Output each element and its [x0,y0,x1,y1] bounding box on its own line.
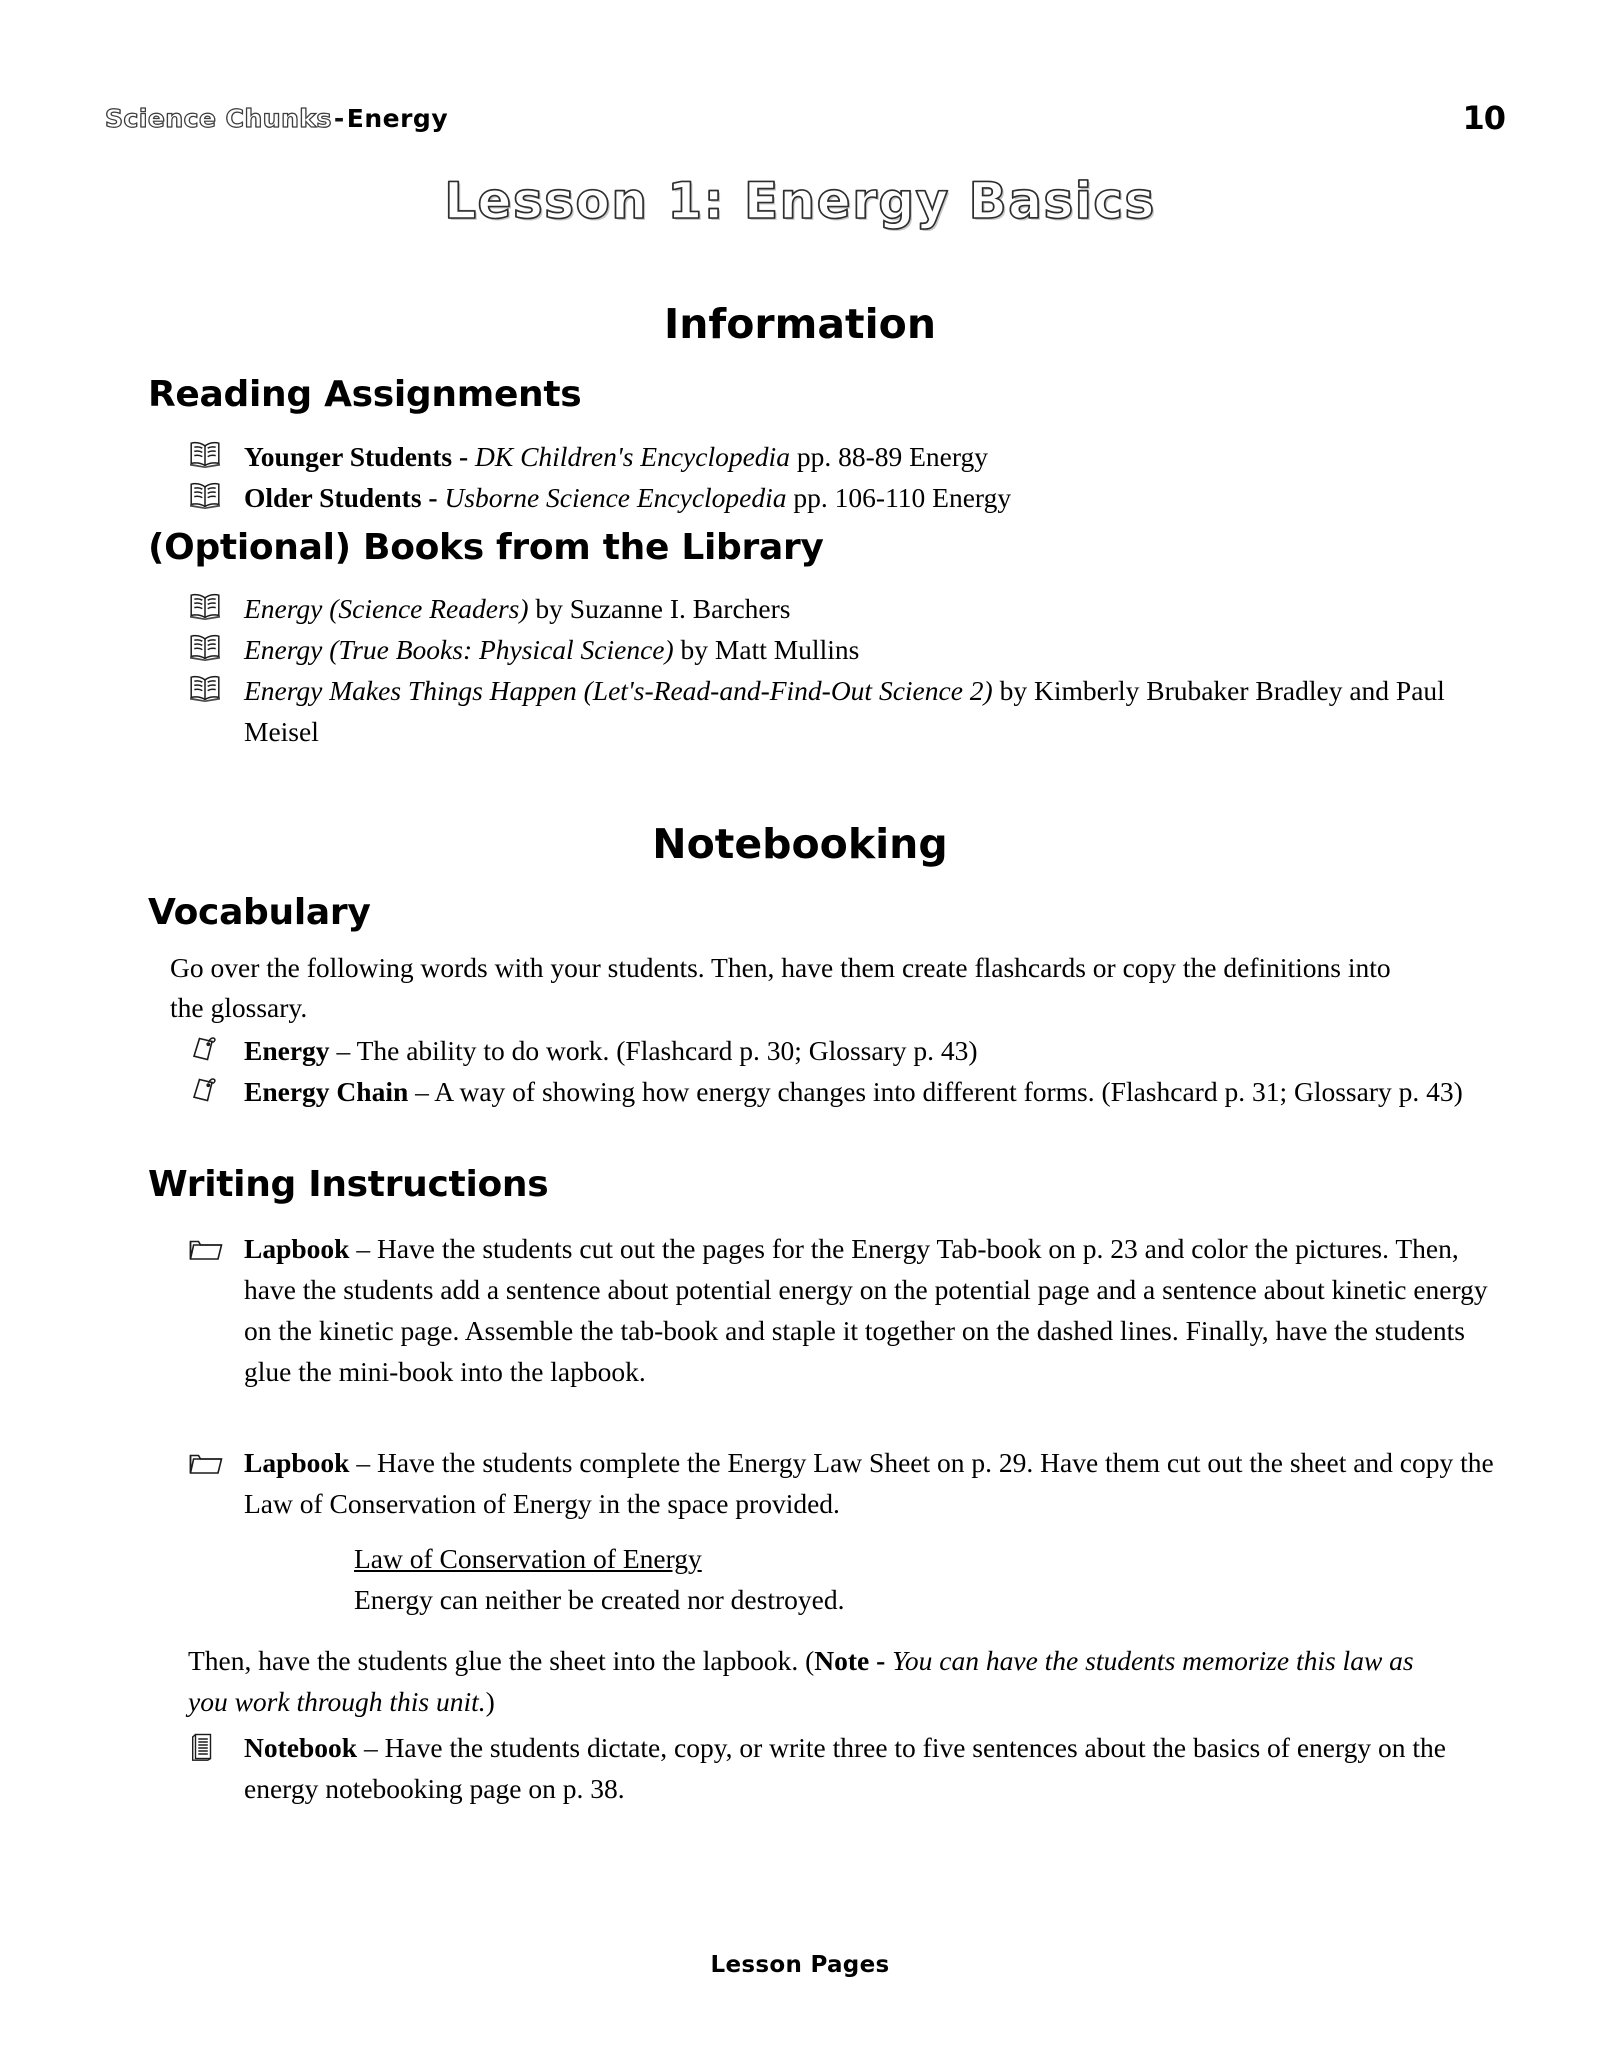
list-item-title: Energy Makes Things Happen (Let's-Read-and-Find-Out Science 2) [244,675,993,706]
list-item-title: DK Children's Encyclopedia [475,441,790,472]
list-item-title: Usborne Science Encyclopedia [444,482,787,513]
page-number: 10 [1462,99,1505,137]
list-item [188,1071,1478,1112]
vocabulary-term: Energy Chain [244,1076,409,1107]
running-head [105,99,1505,144]
vocabulary-definition: – A way of showing how energy changes into different forms. (Flashcard p. 31; Glossary p. 43) [408,1076,1463,1107]
instruction-lead: Notebook [244,1732,358,1763]
optional-books-list [188,588,1478,752]
law-block [354,1538,1494,1620]
list-item [188,477,1478,518]
unit-topic: Energy [346,104,449,133]
instruction-text: – Have the students dictate, copy, or write three to five sentences about the basics of energy on the energy notebooking page on p. 38. [244,1732,1447,1804]
vocabulary-term: Energy [244,1035,330,1066]
open-book-icon [188,633,222,663]
vocabulary-intro: Go over the following words with your students. Then, have them create flashcards or copy the definitions into the glossary. [170,952,1391,1023]
notebook-icon [188,1732,224,1762]
list-item [188,670,1478,752]
folder-icon [188,1447,224,1477]
subsection-heading-optional-books: (Optional) Books from the Library [148,527,824,568]
running-head-left [105,104,448,133]
reading-assignments-list [188,436,1478,518]
writing-instruction-item [188,1442,1494,1722]
list-item-tail: pp. 106-110 Energy [786,482,1012,513]
law-title: Law of Conservation of Energy [354,1543,702,1574]
subsection-heading-reading-assignments: Reading Assignments [148,374,582,415]
list-item [188,629,1478,670]
instruction-text: – Have the students cut out the pages for the Energy Tab-book on p. 23 and color the pictures. Then, have the students add a sentence about potential energy on the potential page and a sentence about kinetic energy on the kinetic page. Assemble the tab-book and staple it together on the dashed lines. Finally, have the students glue the mini-book into the lapbook. [244,1233,1488,1387]
writing-instruction-item [188,1228,1494,1392]
list-item-lead: Older Students - [244,482,445,513]
list-item-title: Energy (Science Readers) [244,593,529,624]
instruction-lead: Lapbook [244,1447,350,1478]
page-title: Lesson 1: Energy Basics [444,172,1156,230]
note-label: Note [814,1645,870,1676]
page-footer: Lesson Pages [710,1952,890,1978]
vocabulary-definition: – The ability to do work. (Flashcard p. 30; Glossary p. 43) [329,1035,978,1066]
note-dash: - [869,1645,893,1676]
instruction-note [188,1640,1438,1722]
list-item-lead: Younger Students - [244,441,475,472]
open-book-icon [188,592,222,622]
list-item-tail: by Matt Mullins [673,634,860,665]
instruction-lead: Lapbook [244,1233,350,1264]
note-after: ) [485,1686,495,1717]
section-heading-notebooking: Notebooking [652,820,948,868]
list-item [188,1030,1478,1071]
section-heading-information: Information [663,300,937,348]
instruction-text: – Have the students complete the Energy Law Sheet on p. 29. Have them cut out the sheet and copy the Law of Conservation of Energy in the space provided. [244,1447,1494,1519]
subsection-heading-writing-instructions: Writing Instructions [148,1164,549,1205]
list-item-tail: pp. 88-89 Energy [789,441,989,472]
open-book-icon [188,674,222,704]
tag-icon [188,1075,222,1105]
tag-icon [188,1034,222,1064]
subsection-heading-vocabulary: Vocabulary [148,892,371,933]
brand-title: Science Chunks [105,104,332,133]
vocabulary-list [188,1030,1478,1112]
note-before: Then, have the students glue the sheet into the lapbook. ( [188,1645,815,1676]
open-book-icon [188,481,222,511]
law-statement: Energy can neither be created nor destroyed. [354,1584,845,1615]
writing-instruction-item [188,1727,1494,1809]
brand-separator: - [333,104,345,133]
open-book-icon [188,440,222,470]
list-item [188,588,1478,629]
list-item-title: Energy (True Books: Physical Science) [244,634,674,665]
list-item [188,436,1478,477]
list-item-tail: by Suzanne I. Barchers [528,593,791,624]
list-item-tail: by Kimberly Brubaker Bradley and Paul Meisel [244,675,1445,747]
note-italic: You can have the students memorize this law as you work through this unit. [188,1645,1414,1717]
folder-icon [188,1233,224,1263]
